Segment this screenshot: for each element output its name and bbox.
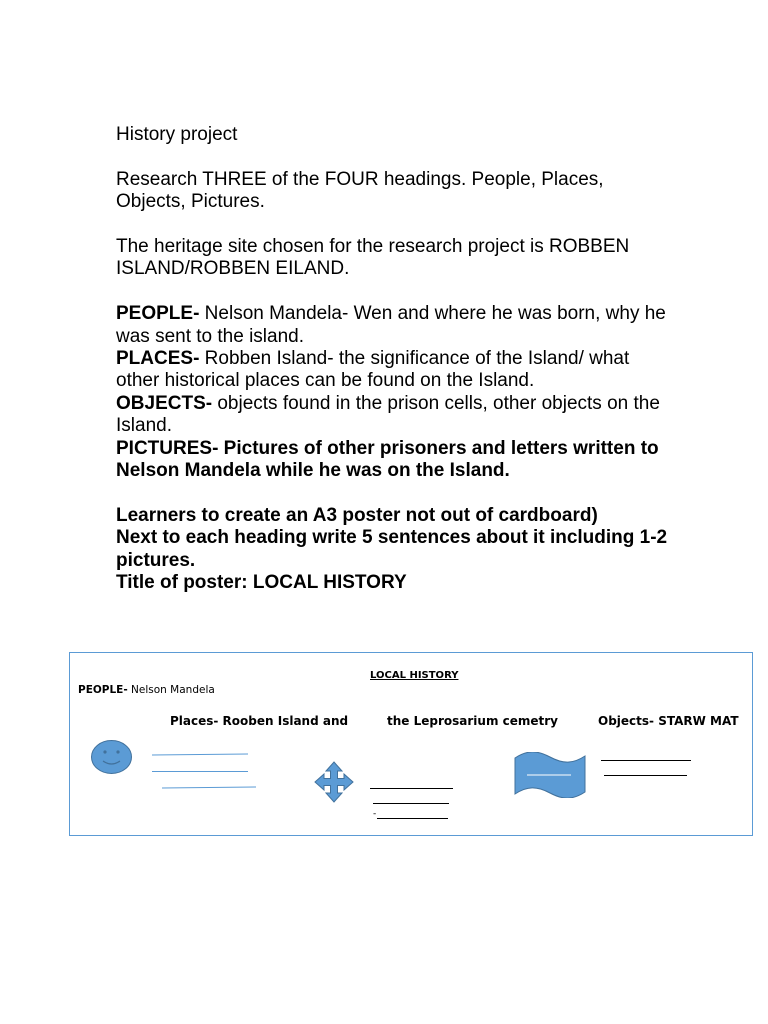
objects-label: OBJECTS- bbox=[116, 392, 213, 414]
places-blank-line-3 bbox=[377, 818, 448, 819]
smiley-icon bbox=[90, 739, 133, 775]
objects-blank-line-2 bbox=[604, 775, 687, 776]
objects-heading: Objects- STARW MAT bbox=[598, 714, 739, 728]
objects-blank-line-1 bbox=[601, 760, 691, 761]
people-line-1 bbox=[152, 753, 248, 755]
wave-banner-icon bbox=[514, 752, 586, 798]
poster-people-value: Nelson Mandela bbox=[127, 684, 215, 696]
people-paragraph bbox=[116, 303, 676, 348]
places-blank-line-1 bbox=[370, 788, 453, 789]
document-title: History project bbox=[116, 124, 238, 145]
places-blank-line-2 bbox=[373, 803, 449, 804]
people-label: PEOPLE- bbox=[116, 303, 200, 325]
places-heading: Places- Rooben Island and bbox=[170, 714, 349, 728]
objects-text: objects found in the prison cells, other objects on the Island. bbox=[116, 392, 660, 437]
four-way-arrow-icon bbox=[314, 761, 354, 803]
poster-title: LOCAL HISTORY bbox=[370, 670, 459, 681]
poster-instruction-1: Learners to create an A3 poster not out of cardboard) bbox=[116, 504, 598, 526]
poster-people-label: PEOPLE- bbox=[78, 684, 128, 696]
places-heading-continued: the Leprosarium cemetry bbox=[387, 714, 558, 728]
instruction-text: Research THREE of the FOUR headings. People, Places, Objects, Pictures. bbox=[116, 168, 604, 213]
people-line-3 bbox=[162, 787, 256, 789]
places-paragraph bbox=[116, 348, 676, 393]
document-text bbox=[116, 124, 676, 594]
people-text: Nelson Mandela- Wen and where he was born, why he was sent to the island. bbox=[116, 303, 666, 347]
site-sentence: The heritage site chosen for the research project is ROBBEN ISLAND/ROBBEN EILAND. bbox=[116, 236, 630, 280]
poster-people-line bbox=[78, 684, 215, 696]
poster-preview bbox=[69, 652, 753, 836]
places-text: Robben Island- the significance of the Island/ what other historical places can be found on the Island. bbox=[116, 348, 630, 392]
poster-instruction-3: Title of poster: LOCAL HISTORY bbox=[116, 572, 407, 594]
places-label: PLACES- bbox=[116, 348, 200, 370]
pictures-paragraph: PICTURES- Pictures of other prisoners and letters written to Nelson Mandela while he was on the Island. bbox=[116, 437, 659, 482]
objects-paragraph bbox=[116, 393, 676, 438]
people-line-2 bbox=[152, 771, 248, 772]
poster-instruction-2: Next to each heading write 5 sentences about it including 1-2 pictures. bbox=[116, 527, 668, 571]
places-blank-dash: - bbox=[373, 809, 377, 819]
